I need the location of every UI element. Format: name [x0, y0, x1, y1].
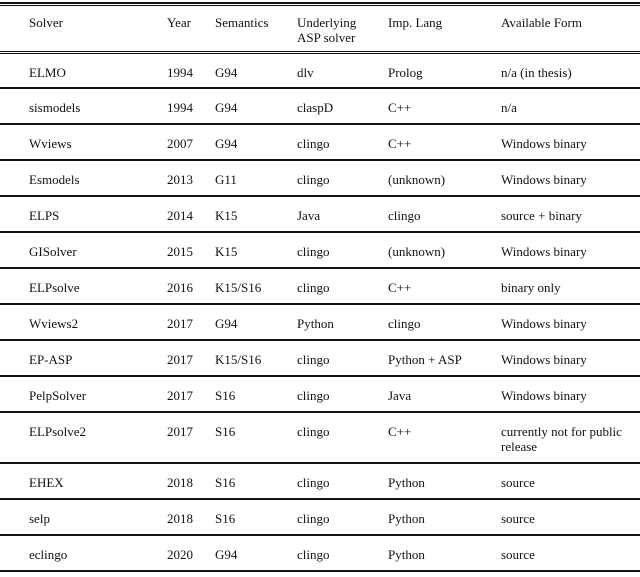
cell-imp-lang: clingo	[388, 208, 421, 223]
cell-underlying-asp-solver: clingo	[297, 172, 330, 187]
header-underlying-line1: Underlying	[297, 15, 357, 30]
table-row	[0, 304, 640, 340]
header-semantics: Semantics	[215, 15, 269, 30]
cell-semantics: S16	[215, 424, 236, 439]
cell-solver: ELPsolve	[29, 280, 80, 295]
table-row	[0, 88, 640, 124]
cell-semantics: S16	[215, 388, 236, 403]
table-row	[0, 268, 640, 304]
cell-year: 2017	[167, 388, 193, 403]
cell-year: 2015	[167, 244, 193, 259]
cell-underlying-asp-solver: claspD	[297, 100, 334, 115]
cell-year: 1994	[167, 64, 193, 80]
table-row	[0, 499, 640, 535]
solver-comparison-table	[0, 6, 640, 572]
cell-semantics: K15/S16	[215, 352, 262, 367]
cell-solver: ELPsolve2	[29, 424, 87, 439]
cell-underlying-asp-solver: clingo	[297, 547, 330, 562]
cell-imp-lang: (unknown)	[388, 244, 446, 259]
cell-underlying-asp-solver: Java	[297, 208, 321, 223]
cell-solver: eclingo	[29, 547, 68, 562]
cell-underlying-asp-solver: clingo	[297, 424, 330, 439]
cell-solver: ELPS	[29, 208, 60, 223]
cell-year: 2007	[167, 136, 193, 151]
table-row	[0, 160, 640, 196]
table-row	[0, 535, 640, 571]
cell-available-form: Windows binary	[501, 388, 587, 403]
cell-available-form: Windows binary	[501, 172, 587, 187]
table-row	[0, 124, 640, 160]
table-row	[0, 232, 640, 268]
cell-solver: ELMO	[29, 64, 66, 80]
table-row	[0, 412, 640, 463]
cell-imp-lang: Python	[388, 547, 425, 562]
cell-year: 2017	[167, 352, 193, 367]
header-solver: Solver	[29, 15, 63, 30]
cell-underlying-asp-solver: clingo	[297, 388, 330, 403]
cell-semantics: G94	[215, 100, 238, 115]
cell-semantics: G11	[215, 172, 237, 187]
cell-available-form: source	[501, 511, 535, 526]
cell-imp-lang: Python + ASP	[388, 352, 462, 367]
cell-imp-lang: Java	[388, 388, 412, 403]
cell-solver: GISolver	[29, 244, 77, 259]
cell-imp-lang: C++	[388, 280, 412, 295]
cell-imp-lang: C++	[388, 100, 412, 115]
header-underlying-line2: ASP solver	[297, 30, 356, 45]
cell-imp-lang: Python	[388, 475, 425, 490]
cell-year: 2017	[167, 424, 193, 439]
cell-solver: Wviews	[29, 136, 72, 151]
cell-available-form: Windows binary	[501, 244, 587, 259]
cell-available-form: source + binary	[501, 208, 582, 223]
table-row	[0, 340, 640, 376]
cell-semantics: S16	[215, 475, 236, 490]
cell-solver: Wviews2	[29, 316, 79, 331]
cell-imp-lang: Prolog	[388, 64, 423, 80]
cell-solver: PelpSolver	[29, 388, 87, 403]
header-available-form: Available Form	[501, 15, 582, 30]
cell-solver: EHEX	[29, 475, 64, 490]
cell-imp-lang: C++	[388, 136, 412, 151]
header-year: Year	[167, 15, 191, 30]
cell-year: 1994	[167, 100, 193, 115]
cell-imp-lang: C++	[388, 424, 412, 439]
cell-available-form: Windows binary	[501, 316, 587, 331]
cell-underlying-asp-solver: Python	[297, 316, 334, 331]
cell-underlying-asp-solver: clingo	[297, 511, 330, 526]
table-row	[0, 376, 640, 412]
cell-semantics: G94	[215, 136, 238, 151]
table-row	[0, 196, 640, 232]
cell-year: 2020	[167, 547, 193, 562]
cell-available-form: Windows binary	[501, 136, 587, 151]
cell-year: 2014	[167, 208, 193, 223]
cell-available-form: Windows binary	[501, 352, 587, 367]
cell-semantics: G94	[215, 64, 238, 80]
table-row	[0, 463, 640, 499]
cell-underlying-asp-solver: clingo	[297, 352, 330, 367]
cell-available-form: source	[501, 475, 535, 490]
table-header	[0, 6, 640, 52]
table-row	[0, 52, 640, 88]
cell-solver: sismodels	[29, 100, 81, 115]
cell-year: 2017	[167, 316, 193, 331]
cell-imp-lang: clingo	[388, 316, 421, 331]
header-row	[0, 6, 640, 52]
cell-available-form: source	[501, 547, 535, 562]
cell-semantics: S16	[215, 511, 236, 526]
cell-available-form: n/a	[501, 100, 517, 115]
cell-year: 2018	[167, 511, 193, 526]
cell-semantics: K15	[215, 208, 238, 223]
cell-imp-lang: Python	[388, 511, 425, 526]
cell-underlying-asp-solver: clingo	[297, 244, 330, 259]
header-imp-lang: Imp. Lang	[388, 15, 443, 30]
cell-semantics: K15/S16	[215, 280, 262, 295]
cell-underlying-asp-solver: clingo	[297, 136, 330, 151]
cell-underlying-asp-solver: clingo	[297, 280, 330, 295]
header-underlying-asp-solver	[297, 6, 388, 52]
cell-solver: selp	[29, 511, 50, 526]
table-body	[0, 52, 640, 571]
cell-year: 2018	[167, 475, 193, 490]
cell-underlying-asp-solver: dlv	[297, 64, 314, 80]
cell-available-form: binary only	[501, 280, 561, 295]
cell-year: 2016	[167, 280, 193, 295]
cell-semantics: K15	[215, 244, 238, 259]
cell-semantics: G94	[215, 316, 238, 331]
cell-solver: Esmodels	[29, 172, 80, 187]
cell-solver: EP-ASP	[29, 352, 73, 367]
cell-imp-lang: (unknown)	[388, 172, 446, 187]
cell-year: 2013	[167, 172, 193, 187]
cell-semantics: G94	[215, 547, 238, 562]
cell-available-form: currently not for public release	[501, 424, 622, 454]
cell-available-form: n/a (in thesis)	[501, 64, 572, 80]
cell-underlying-asp-solver: clingo	[297, 475, 330, 490]
